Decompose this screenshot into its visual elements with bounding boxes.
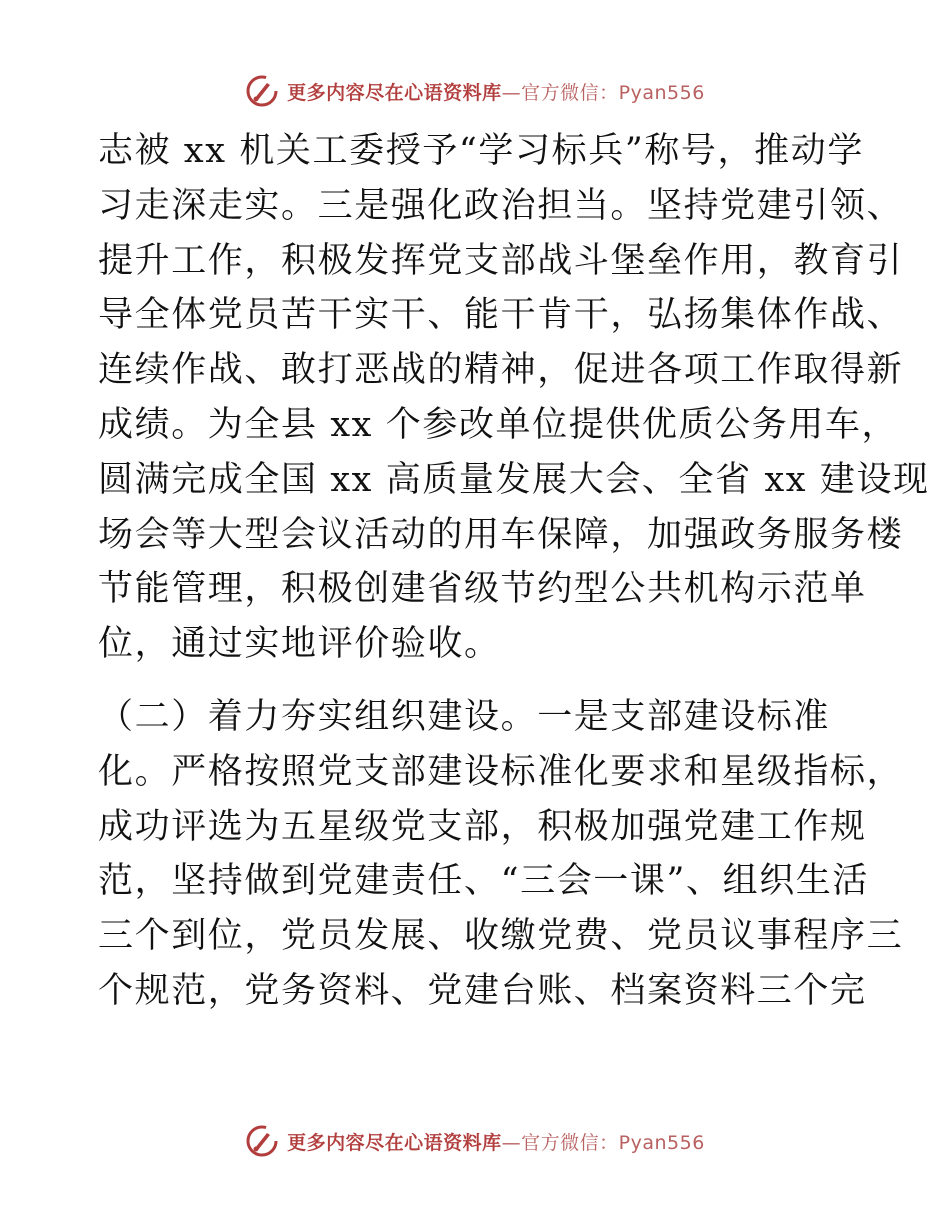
header-watermark bbox=[0, 71, 950, 111]
text-line: 个规范，党务资料、党建台账、档案资料三个完 bbox=[98, 970, 867, 1011]
watermark-dash: — bbox=[501, 81, 522, 104]
text-line: 提升工作，积极发挥党支部战斗堡垒作用，教育引 bbox=[98, 240, 904, 281]
paragraph-1 bbox=[98, 124, 930, 672]
footer-watermark bbox=[0, 1121, 950, 1161]
text-line: 连续作战、敢打恶战的精神，促进各项工作取得新 bbox=[98, 350, 904, 391]
text-line: 场会等大型会议活动的用车保障，加强政务服务楼 bbox=[98, 514, 904, 555]
text-line: 三个到位，党员发展、收缴党费、党员议事程序三 bbox=[98, 916, 904, 957]
text-line: 位，通过实地评价验收。 bbox=[98, 624, 501, 665]
watermark-text bbox=[287, 78, 705, 105]
text-line: 导全体党员苦干实干、能干肯干，弘扬集体作战、 bbox=[98, 295, 904, 336]
text-line: 圆满完成全国 xx 高质量发展大会、全省 xx 建设现 bbox=[98, 459, 930, 500]
text-line: 范，坚持做到党建责任、“三会一课”、组织生活 bbox=[98, 861, 869, 902]
text-line: （二）着力夯实组织建设。一是支部建设标准 bbox=[98, 696, 831, 737]
brush-circle-logo-icon bbox=[245, 74, 279, 108]
brush-circle-logo-icon bbox=[245, 1124, 279, 1158]
text-line: 化。严格按照党支部建设标准化要求和星级指标， bbox=[98, 751, 904, 792]
text-line: 志被 xx 机关工委授予“学习标兵”称号，推动学 bbox=[98, 131, 864, 171]
watermark-main: 更多内容尽在心语资料库 bbox=[287, 81, 502, 104]
watermark-sub: 官方微信：Pyan556 bbox=[521, 81, 705, 104]
watermark-main: 更多内容尽在心语资料库 bbox=[287, 1131, 502, 1154]
paragraph-gap bbox=[98, 672, 858, 690]
text-line: 成绩。为全县 xx 个参改单位提供优质公务用车， bbox=[98, 404, 899, 445]
watermark-sub: 官方微信：Pyan556 bbox=[521, 1131, 705, 1154]
paragraph-2 bbox=[98, 690, 904, 1019]
watermark-text bbox=[287, 1128, 705, 1155]
watermark-dash: — bbox=[501, 1131, 522, 1154]
text-line: 习走深走实。三是强化政治担当。坚持党建引领、 bbox=[98, 185, 904, 226]
text-line: 节能管理，积极创建省级节约型公共机构示范单 bbox=[98, 569, 867, 610]
document-body bbox=[98, 124, 930, 1019]
text-line: 成功评选为五星级党支部，积极加强党建工作规 bbox=[98, 806, 867, 847]
